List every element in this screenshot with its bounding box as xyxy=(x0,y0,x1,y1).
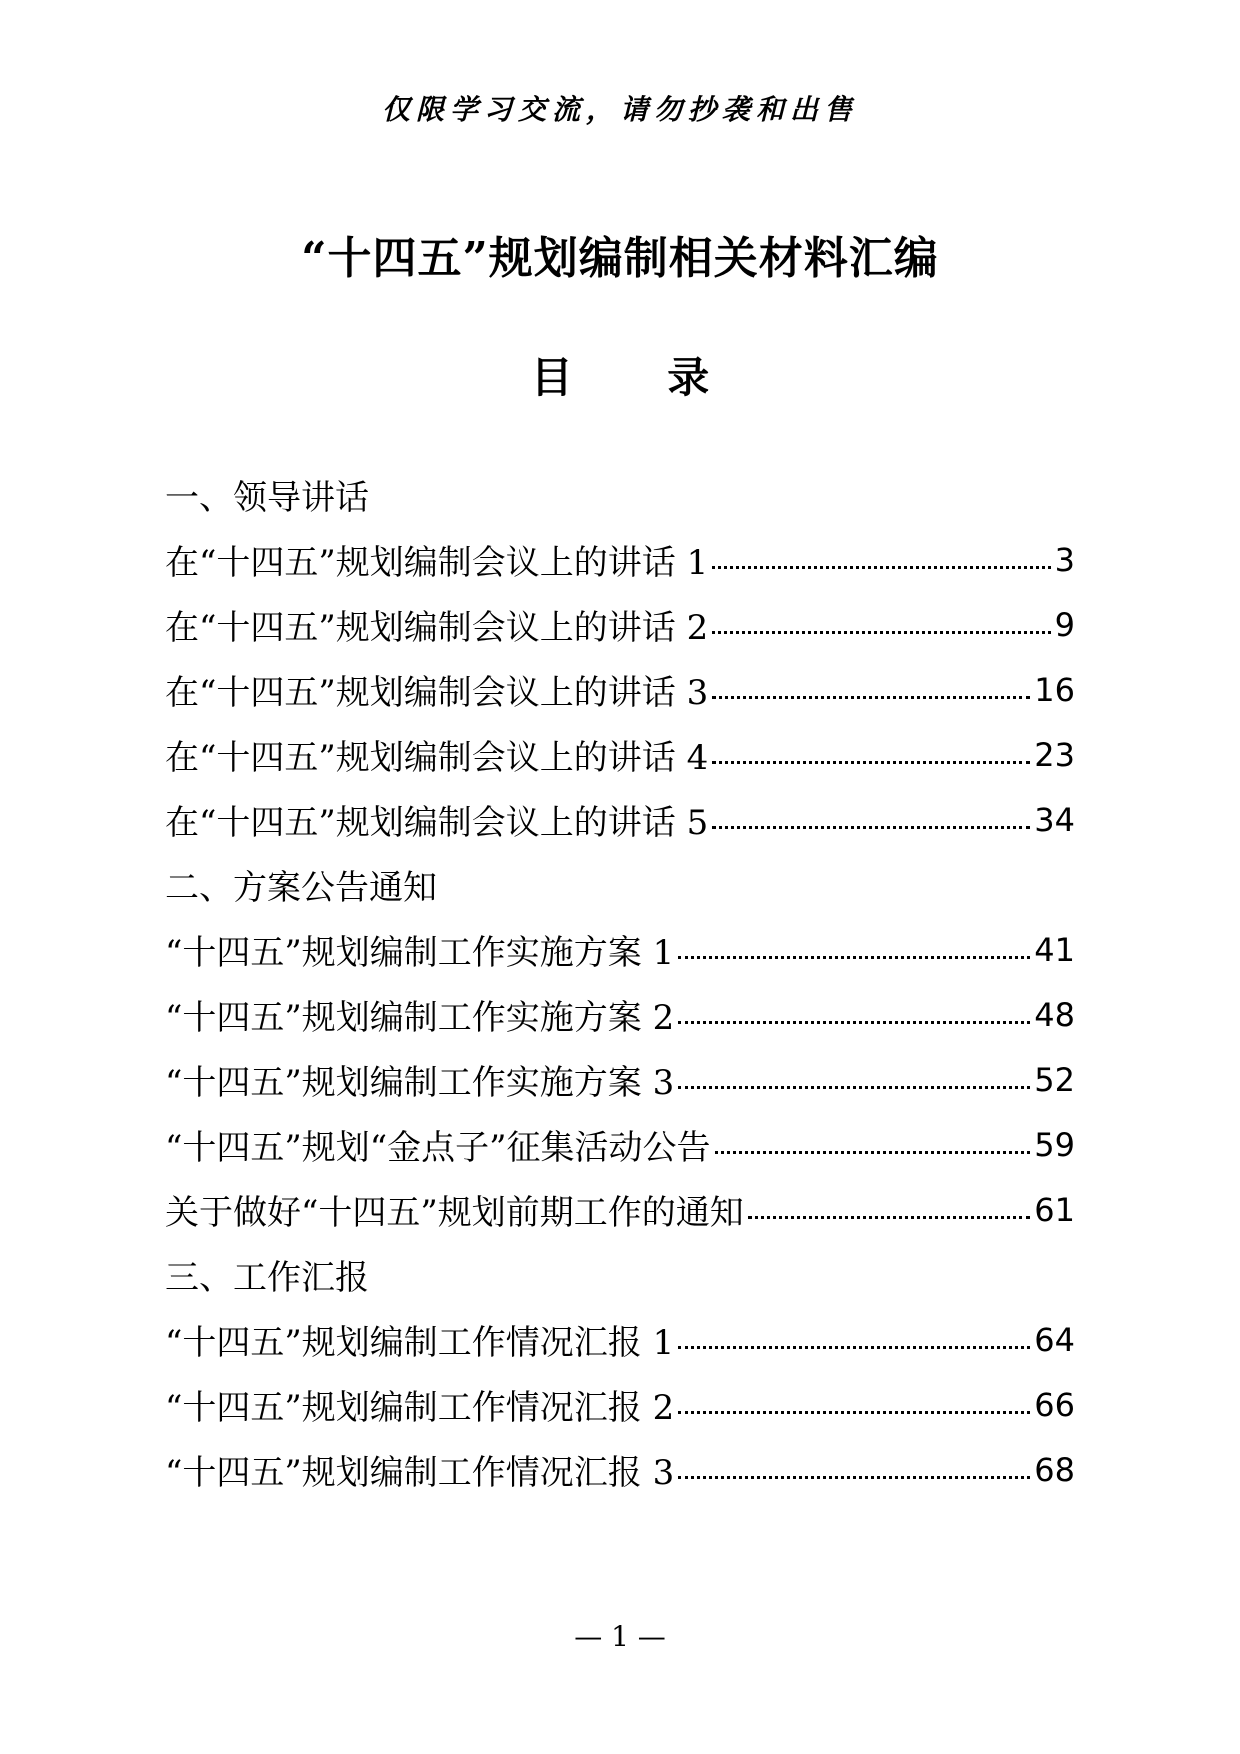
toc-leader-dots xyxy=(712,631,1050,634)
toc-page-number: 59 xyxy=(1034,1125,1075,1164)
toc-section-label: 一、领导讲话 xyxy=(165,478,369,518)
toc-leader-dots xyxy=(678,1346,1030,1349)
toc-entry[interactable] xyxy=(165,917,1075,982)
page-number-footer: — 1 — xyxy=(574,1620,666,1653)
table-of-contents xyxy=(165,462,1075,1502)
toc-entry-title[interactable]: “十四五”规划编制工作情况汇报 1 xyxy=(165,1323,675,1363)
toc-entry-title[interactable]: “十四五”规划编制工作情况汇报 3 xyxy=(165,1453,675,1493)
toc-page-number: 64 xyxy=(1034,1320,1075,1359)
toc-section-heading xyxy=(165,852,1075,917)
toc-section-label: 二、方案公告通知 xyxy=(165,868,437,908)
toc-entry[interactable] xyxy=(165,592,1075,657)
toc-entry-title[interactable]: “十四五”规划编制工作实施方案 1 xyxy=(165,933,675,973)
toc-entry[interactable] xyxy=(165,1372,1075,1437)
toc-entry[interactable] xyxy=(165,1437,1075,1502)
toc-entry-title[interactable]: “十四五”规划“金点子”征集活动公告 xyxy=(165,1128,711,1168)
toc-entry-title[interactable]: “十四五”规划编制工作实施方案 3 xyxy=(165,1063,675,1103)
toc-entry-title[interactable]: 在“十四五”规划编制会议上的讲话 1 xyxy=(165,543,709,583)
toc-entry-title[interactable]: 在“十四五”规划编制会议上的讲话 4 xyxy=(165,738,709,778)
toc-page-number: 66 xyxy=(1034,1385,1075,1424)
toc-section-label: 三、工作汇报 xyxy=(165,1258,369,1298)
toc-leader-dots xyxy=(678,1476,1030,1479)
toc-page-number: 34 xyxy=(1034,800,1075,839)
usage-notice: 仅限学习交流，请勿抄袭和出售 xyxy=(381,93,858,126)
toc-section-heading xyxy=(165,1242,1075,1307)
toc-entry[interactable] xyxy=(165,1112,1075,1177)
toc-leader-dots xyxy=(678,956,1030,959)
toc-entry[interactable] xyxy=(165,657,1075,722)
toc-leader-dots xyxy=(678,1411,1030,1414)
toc-page-number: 9 xyxy=(1054,605,1075,644)
toc-leader-dots xyxy=(715,1151,1031,1154)
toc-page-number: 48 xyxy=(1034,995,1075,1034)
toc-entry-title[interactable]: “十四五”规划编制工作实施方案 2 xyxy=(165,998,675,1038)
toc-entry[interactable] xyxy=(165,1177,1075,1242)
toc-leader-dots xyxy=(678,1086,1030,1089)
toc-entry[interactable] xyxy=(165,527,1075,592)
toc-entry[interactable] xyxy=(165,722,1075,787)
toc-entry-title[interactable]: 在“十四五”规划编制会议上的讲话 2 xyxy=(165,608,709,648)
toc-entry[interactable] xyxy=(165,1307,1075,1372)
toc-section-heading xyxy=(165,462,1075,527)
toc-leader-dots xyxy=(712,826,1030,829)
toc-leader-dots xyxy=(678,1021,1030,1024)
document-title: “十四五”规划编制相关材料汇编 xyxy=(301,233,939,284)
toc-leader-dots xyxy=(712,761,1030,764)
toc-leader-dots xyxy=(712,696,1030,699)
toc-entry-title[interactable]: 在“十四五”规划编制会议上的讲话 3 xyxy=(165,673,709,713)
toc-leader-dots xyxy=(712,566,1050,569)
toc-entry[interactable] xyxy=(165,1047,1075,1112)
toc-leader-dots xyxy=(748,1216,1031,1219)
toc-page-number: 52 xyxy=(1034,1060,1075,1099)
toc-page-number: 41 xyxy=(1034,930,1075,969)
toc-page-number: 3 xyxy=(1054,540,1075,579)
toc-page-number: 61 xyxy=(1034,1190,1075,1229)
toc-page-number: 16 xyxy=(1034,670,1075,709)
toc-entry[interactable] xyxy=(165,787,1075,852)
toc-entry-title[interactable]: “十四五”规划编制工作情况汇报 2 xyxy=(165,1388,675,1428)
toc-page-number: 68 xyxy=(1034,1450,1075,1489)
toc-page-number: 23 xyxy=(1034,735,1075,774)
toc-entry[interactable] xyxy=(165,982,1075,1047)
toc-entry-title[interactable]: 在“十四五”规划编制会议上的讲话 5 xyxy=(165,803,709,843)
toc-entry-title[interactable]: 关于做好“十四五”规划前期工作的通知 xyxy=(165,1193,744,1233)
toc-heading: 目 录 xyxy=(530,353,750,402)
